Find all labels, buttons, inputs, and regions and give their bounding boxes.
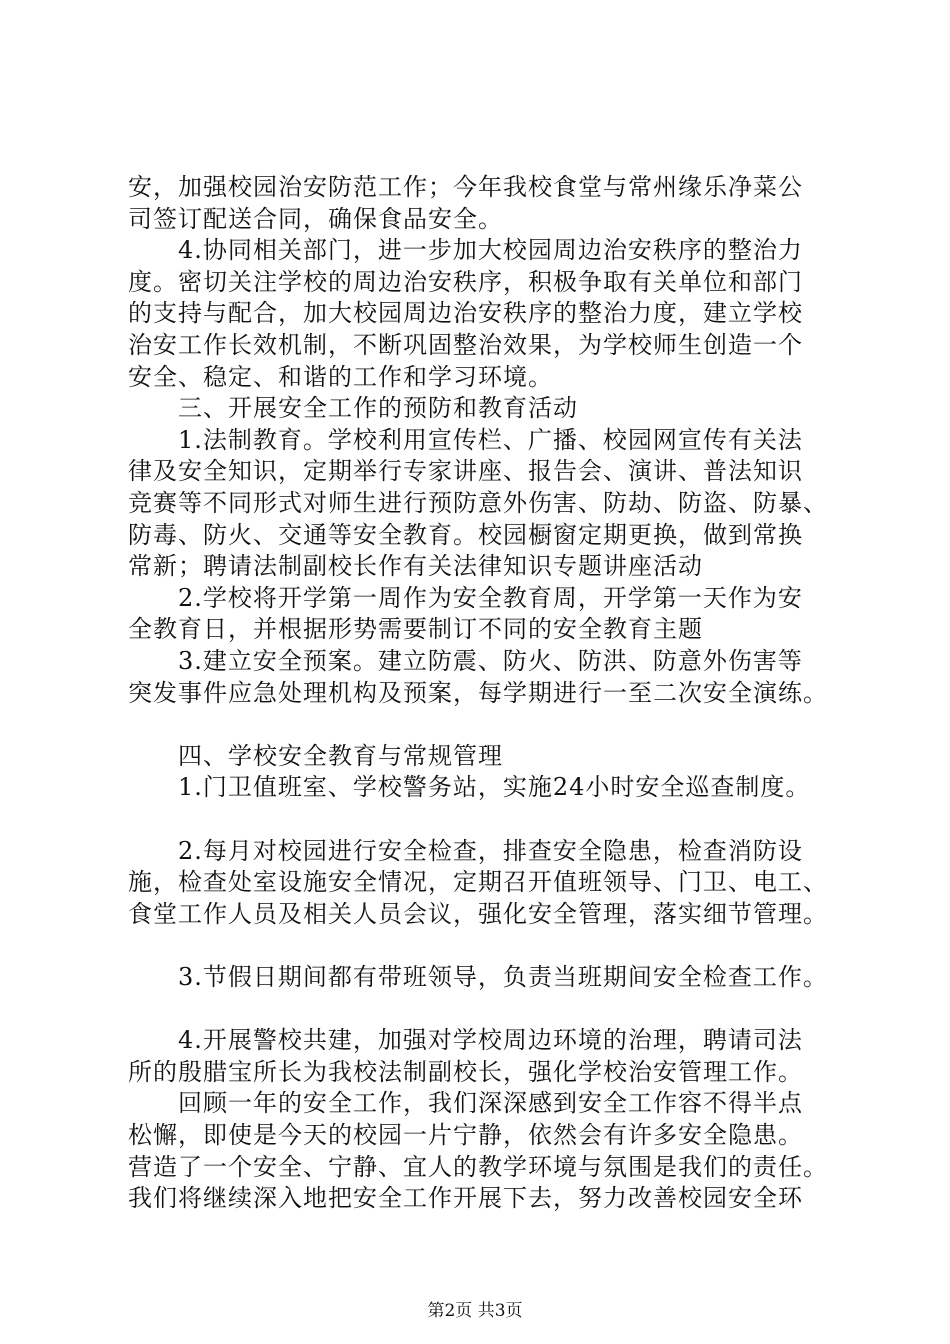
text-line: 全教育日，并根据形势需要制订不同的安全教育主题 <box>128 615 703 644</box>
text-line: 防毒、防火、交通等安全教育。校园橱窗定期更换，做到常换 <box>128 520 803 549</box>
text-line: 松懈，即使是今天的校园一片宁静，依然会有许多安全隐患。 <box>128 1121 803 1149</box>
text-line: 安，加强校园治安防范工作；今年我校食堂与常州缘乐净菜公 <box>128 173 803 201</box>
text-line: 2.学校将开学第一周作为安全教育周，开学第一天作为安 <box>128 583 803 612</box>
text-line: 律及安全知识，定期举行专家讲座、报告会、演讲、普法知识 <box>128 457 803 486</box>
text-line: 营造了一个安全、宁静、宜人的教学环境与氛围是我们的责任。 <box>128 1152 828 1181</box>
text-line: 施，检查处室设施安全情况，定期召开值班领导、门卫、电工、 <box>128 868 828 897</box>
text-line: 的支持与配合，加大校园周边治安秩序的整治力度，建立学校 <box>128 299 803 328</box>
text-line: 竞赛等不同形式对师生进行预防意外伤害、防劫、防盗、防暴、 <box>128 489 828 517</box>
section-heading: 四、学校安全教育与常规管理 <box>128 741 503 770</box>
text-line: 常新；聘请法制副校长作有关法律知识专题讲座活动 <box>128 552 703 581</box>
text-line: 1.门卫值班室、学校警务站，实施24小时安全巡查制度。 <box>128 773 811 802</box>
text-line: 治安工作长效机制，不断巩固整治效果，为学校师生创造一个 <box>128 331 803 359</box>
text-line: 4.开展警校共建，加强对学校周边环境的治理，聘请司法 <box>128 1026 803 1055</box>
text-line: 我们将继续深入地把安全工作开展下去，努力改善校园安全环 <box>128 1184 803 1213</box>
page-footer: 第2页 共3页 <box>427 1301 523 1321</box>
text-line: 食堂工作人员及相关人员会议，强化安全管理，落实细节管理。 <box>128 899 828 928</box>
text-line: 2.每月对校园进行安全检查，排查安全隐患，检查消防设 <box>128 836 803 865</box>
text-line: 3.节假日期间都有带班领导，负责当班期间安全检查工作。 <box>128 963 828 991</box>
text-line: 所的殷腊宝所长为我校法制副校长，强化学校治安管理工作。 <box>128 1057 803 1086</box>
text-line: 度。密切关注学校的周边治安秩序，积极争取有关单位和部门 <box>128 267 803 296</box>
text-line: 1.法制教育。学校利用宣传栏、广播、校园网宣传有关法 <box>128 425 803 454</box>
text-line: 3.建立安全预案。建立防震、防火、防洪、防意外伤害等 <box>128 647 803 675</box>
text-line: 4.协同相关部门，进一步加大校园周边治安秩序的整治力 <box>128 236 803 265</box>
section-heading: 三、开展安全工作的预防和教育活动 <box>128 394 578 423</box>
text-line: 安全、稳定、和谐的工作和学习环境。 <box>128 362 553 391</box>
text-line: 突发事件应急处理机构及预案，每学期进行一至二次安全演练。 <box>128 678 828 707</box>
text-line: 司签订配送合同，确保食品安全。 <box>128 204 503 233</box>
text-line: 回顾一年的安全工作，我们深深感到安全工作容不得半点 <box>128 1089 803 1118</box>
